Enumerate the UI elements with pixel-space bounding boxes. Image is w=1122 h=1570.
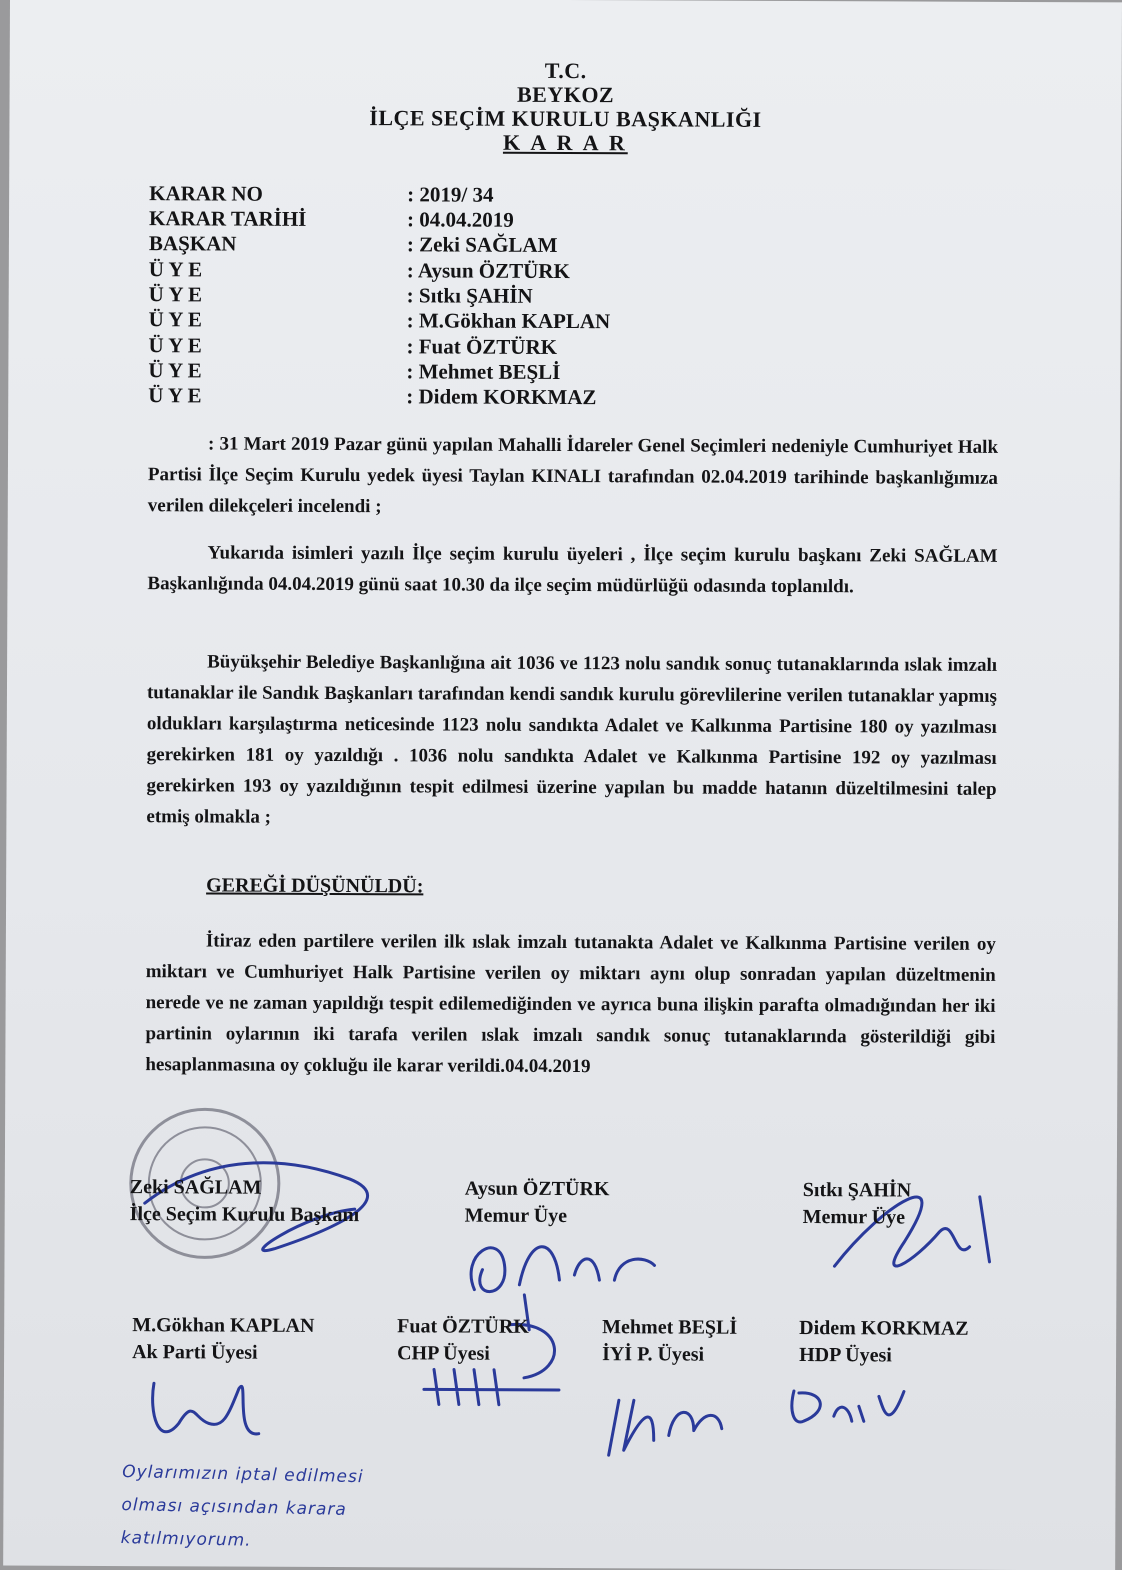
meta-key: KARAR NO: [149, 181, 263, 206]
paragraph-meeting: Yukarıda isimleri yazılı İlçe seçim kurulu üyeleri , İlçe seçim kurulu başkanı Zeki SAĞLAM Başkanlığında 04.04.2019 günü saat 10.30 da ilçe seçim müdürlüğü odasında toplanıldı.: [147, 542, 998, 598]
signature-aysun: [471, 1246, 655, 1292]
signatory-name: Aysun ÖZTÜRK: [464, 1177, 610, 1201]
signatory-name: Didem KORKMAZ: [799, 1317, 969, 1340]
signatory-title: İlçe Seçim Kurulu Başkanı: [129, 1203, 360, 1227]
signatory-name: Mehmet BEŞLİ: [602, 1316, 738, 1339]
meta-key: Ü Y E: [148, 257, 203, 282]
paragraph-petition: : 31 Mart 2019 Pazar günü yapılan Mahalli İdareler Genel Seçimleri nedeniyle Cumhuriyet Halk Partisi İlçe Seçim Kurulu yedek üyesi Taylan KINALI tarafından 02.04.2019 tarihinde başkanlığımıza verilen dilekçeleri incelendi ;: [147, 433, 999, 518]
signatory-name: Fuat ÖZTÜRK: [397, 1315, 529, 1338]
meta-value: : Fuat ÖZTÜRK: [406, 334, 558, 359]
signature-kaplan: [152, 1383, 258, 1434]
signatory-mehmet: [602, 1314, 737, 1369]
document-page: [3, 0, 1122, 1570]
signatory-title: Memur Üye: [464, 1204, 568, 1228]
signatory-name: M.Gökhan KAPLAN: [132, 1314, 315, 1337]
header-tc: T.C.: [544, 57, 587, 84]
signatory-title: Memur Üye: [802, 1206, 906, 1229]
meta-key: Ü Y E: [148, 282, 203, 307]
meta-key: Ü Y E: [148, 307, 202, 332]
paragraph-decision: İtiraz eden partilere verilen ilk ıslak imzalı tutanakta Adalet ve Kalkınma Partisine verilen oy miktarı ve Cumhuriyet Halk Partisine verilen oy miktarı aynı olup sonradan yapılan düzeltmenin nerede ve ne zaman yapıldığı tespit edilemediğinden ve ayrıca buna ilişkin parafta olmadığından her iki partinin oylarının iki tarafa verilen ıslak imzalı sandık sonuç tutanaklarında gösterildiği gibi hesaplanmasına oy çokluğu ile karar verildi.04.04.2019: [145, 930, 996, 1078]
meta-key: BAŞKAN: [148, 231, 237, 256]
signature-didem: [792, 1391, 904, 1422]
header-office: İLÇE SEÇİM KURULU BAŞKANLIĞI: [369, 105, 762, 132]
note-line: katılmıyorum.: [120, 1527, 252, 1551]
meta-value: : M.Gökhan KAPLAN: [406, 308, 611, 334]
signatory-baskan: [130, 1174, 360, 1229]
meta-value: : Aysun ÖZTÜRK: [406, 258, 570, 284]
meta-value: : Mehmet BEŞLİ: [406, 359, 561, 384]
signatory-fuat: [397, 1313, 529, 1368]
header-district: BEYKOZ: [516, 81, 615, 108]
decision-heading: GEREĞİ DÜŞÜNÜLDÜ:: [206, 874, 424, 898]
meta-value: : Didem KORKMAZ: [406, 384, 597, 410]
meta-value: : 04.04.2019: [406, 207, 514, 232]
note-line: olması açısından karara: [121, 1494, 348, 1520]
meta-key: Ü Y E: [148, 333, 202, 358]
signatory-title: CHP Üyesi: [397, 1342, 490, 1365]
meta-key: Ü Y E: [148, 358, 202, 383]
signatory-name: Sıtkı ŞAHİN: [802, 1179, 912, 1202]
signatory-didem: [799, 1315, 969, 1370]
meta-value: : Sıtkı ŞAHİN: [406, 283, 533, 308]
signatory-title: İYİ P. Üyesi: [602, 1343, 705, 1366]
note-line: Oylarımızın iptal edilmesi: [121, 1461, 364, 1488]
signatory-title: Ak Parti Üyesi: [132, 1341, 258, 1364]
signatory-title: HDP Üyesi: [799, 1344, 892, 1367]
meta-key: KARAR TARİHİ: [148, 206, 307, 231]
meta-key: Ü Y E: [148, 383, 202, 408]
paragraph-findings: Büyükşehir Belediye Başkanlığına ait 1036 ve 1123 nolu sandık sonuç tutanaklarında ıslak imzalı tutanaklar ile Sandık Başkanları tarafından kendi sandık kurulu görevlilerine verilen tutanaklar yapmış oldukları karşılaştırma neticesinde 1123 nolu sandıkta Adalet ve Kalkınma Partisine 180 oy yazılması gerekirken 181 oy yazıldığı . 1036 nolu sandıkta Adalet ve Kalkınma Partisine 192 oy yazılması gerekirken 193 oy yazıldığının tespit edilmesi üzerine yapılan bu madde hatanın düzeltilmesini talep etmiş olmakla ;: [146, 651, 998, 828]
signatory-kaplan: [132, 1312, 314, 1367]
header-karar: K A R A R: [502, 129, 628, 156]
meta-value: : Zeki SAĞLAM: [406, 232, 558, 257]
meta-value: : 2019/ 34: [407, 182, 494, 207]
signature-mehmet: [609, 1400, 722, 1455]
handwritten-dissent-note: [120, 1456, 364, 1560]
signatory-name: Zeki SAĞLAM: [129, 1176, 262, 1199]
signatory-aysun: [465, 1176, 610, 1231]
signatory-sitki: [803, 1177, 912, 1231]
